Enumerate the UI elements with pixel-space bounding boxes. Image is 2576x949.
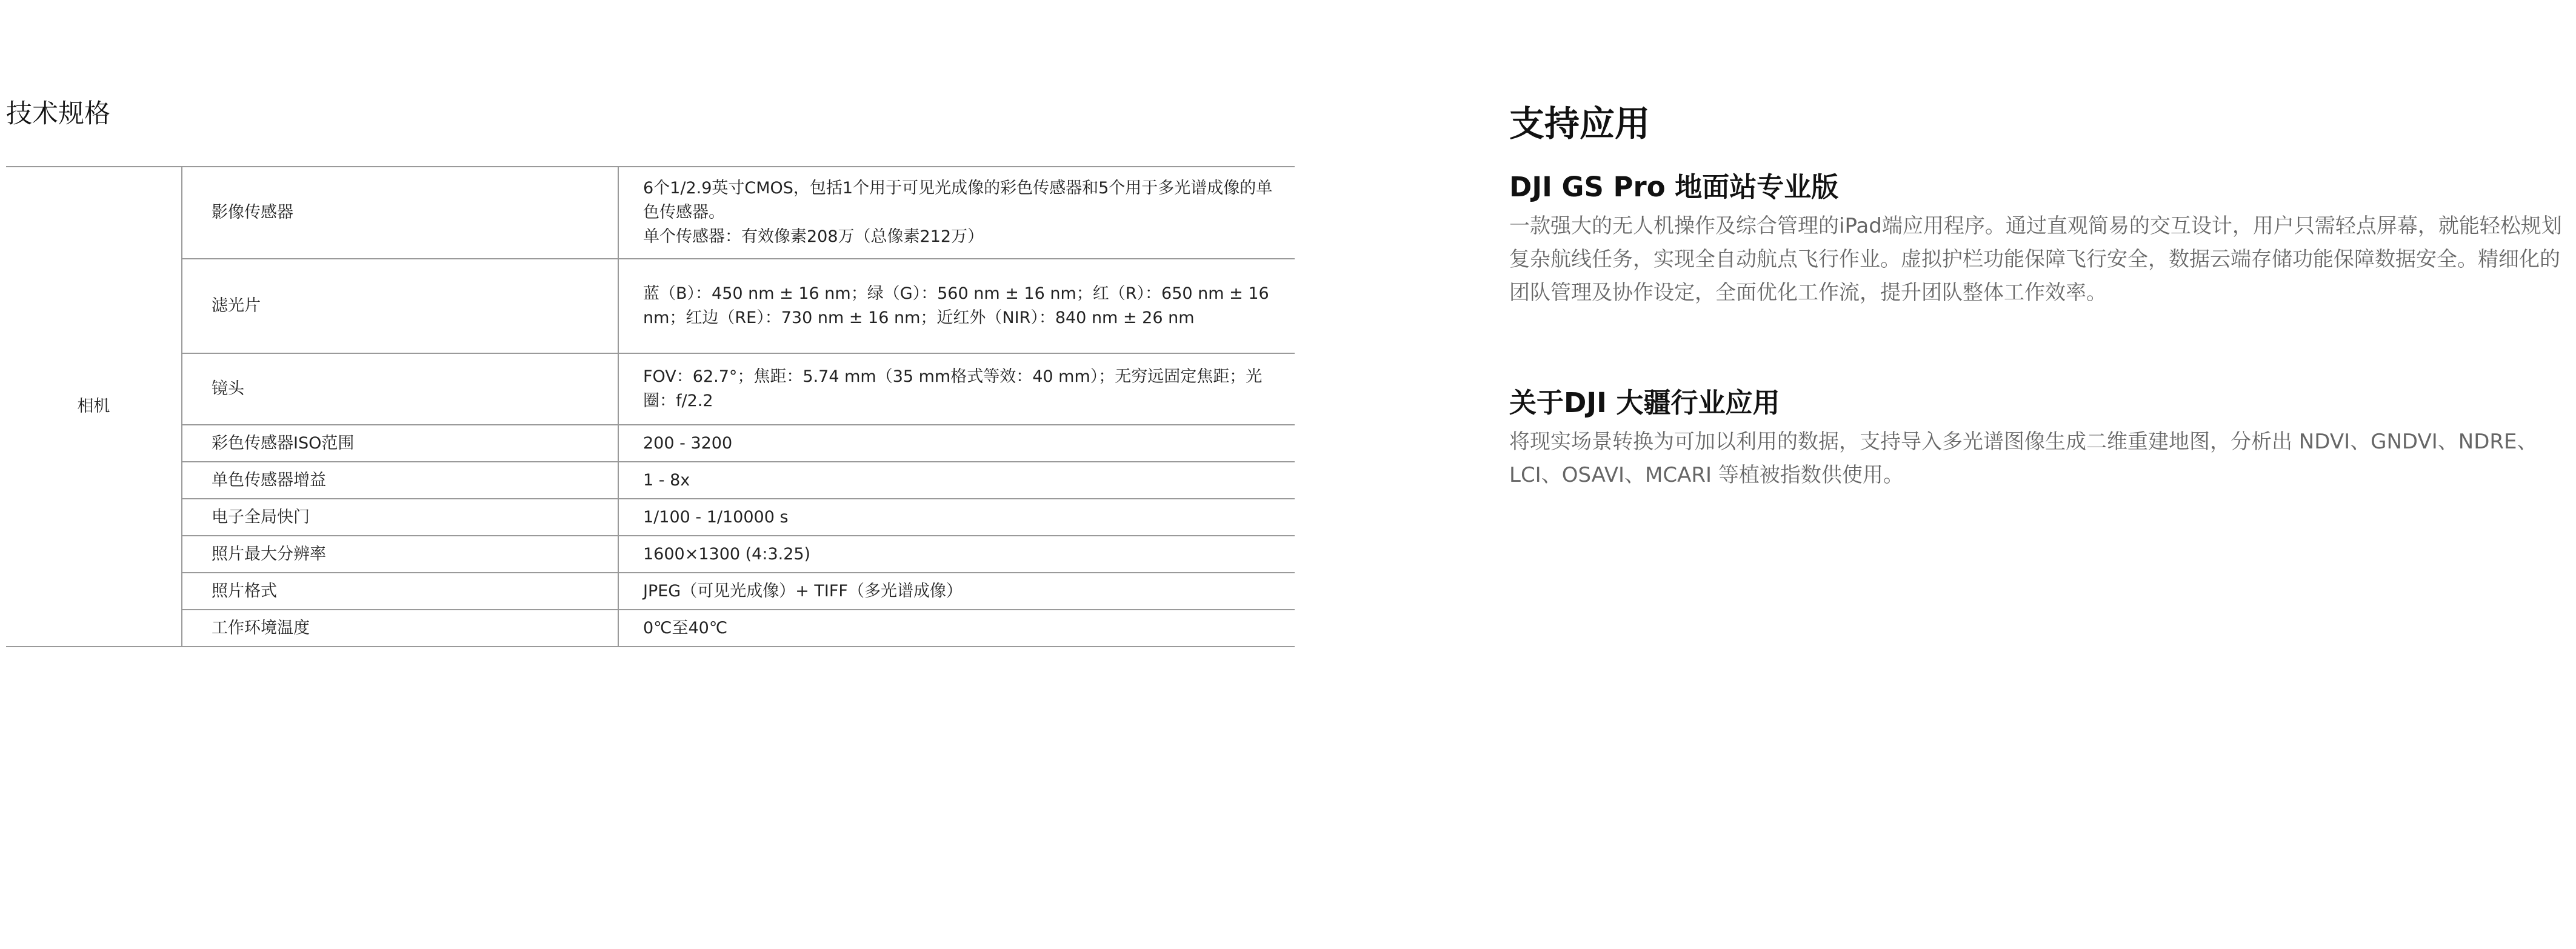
- spec-value: [618, 167, 1295, 259]
- spec-name: 彩色传感器ISO范围: [182, 425, 618, 462]
- spec-name: 电子全局快门: [182, 499, 618, 536]
- spec-value: JPEG（可见光成像）+ TIFF（多光谱成像）: [618, 573, 1295, 610]
- spec-value: 200 - 3200: [618, 425, 1295, 462]
- spec-name: 滤光片: [182, 259, 618, 353]
- table-row: [6, 499, 1295, 536]
- spec-name: 单色传感器增益: [182, 462, 618, 499]
- spec-value-line: 6个1/2.9英寸CMOS，包括1个用于可见光成像的彩色传感器和5个用于多光谱成像的单色传感器。: [643, 179, 1273, 222]
- spec-name: 镜头: [182, 353, 618, 425]
- spec-name: 照片格式: [182, 573, 618, 610]
- spec-value: 1/100 - 1/10000 s: [618, 499, 1295, 536]
- app-item-gs-pro: [1509, 168, 2570, 310]
- table-row: [6, 167, 1295, 259]
- spec-name: 影像传感器: [182, 167, 618, 259]
- spec-value: 蓝（B）：450 nm ± 16 nm；绿（G）：560 nm ± 16 nm；红（R）：650 nm ± 16 nm；红边（RE）：730 nm ± 16 nm；近红外（NIR）：840 nm ± 26 nm: [618, 259, 1295, 353]
- specs-section: [6, 97, 1295, 638]
- specs-title: 技术规格: [6, 99, 110, 129]
- app-title: 关于DJI 大疆行业应用: [1509, 387, 1780, 419]
- table-row: [6, 462, 1295, 499]
- spec-value: FOV：62.7°；焦距：5.74 mm（35 mm格式等效：40 mm）；无穷远固定焦距；光圈：f/2.2: [618, 353, 1295, 425]
- table-row: [6, 610, 1295, 647]
- category-cell: 相机: [6, 167, 182, 647]
- spec-value: 1600×1300 (4:3.25): [618, 536, 1295, 573]
- spec-name: 照片最大分辨率: [182, 536, 618, 573]
- table-row: [6, 573, 1295, 610]
- app-description: 一款强大的无人机操作及综合管理的iPad端应用程序。通过直观简易的交互设计，用户只需轻点屏幕，就能轻松规划复杂航线任务，实现全自动航点飞行作业。虚拟护栏功能保障飞行安全，数据云端存储功能保障数据安全。精细化的团队管理及协作设定，全面优化工作流，提升团队整体工作效率。: [1509, 214, 2562, 305]
- spec-value-line: 单个传感器：有效像素208万（总像素212万）: [643, 227, 984, 246]
- table-row: [6, 425, 1295, 462]
- apps-section-title: 支持应用: [1509, 103, 1650, 144]
- spec-name: 工作环境温度: [182, 610, 618, 647]
- app-item-dji-enterprise: [1509, 384, 2570, 492]
- app-description: 将现实场景转换为可加以利用的数据，支持导入多光谱图像生成二维重建地图，分析出 NDVI、GNDVI、NDRE、LCI、OSAVI、MCARI 等植被指数供使用。: [1509, 430, 2538, 487]
- spec-value: 1 - 8x: [618, 462, 1295, 499]
- spec-value: 0℃至40℃: [618, 610, 1295, 647]
- table-row: [6, 353, 1295, 425]
- spec-table: [6, 166, 1295, 647]
- table-row: [6, 259, 1295, 353]
- table-row: [6, 536, 1295, 573]
- app-title: DJI GS Pro 地面站专业版: [1509, 171, 1839, 203]
